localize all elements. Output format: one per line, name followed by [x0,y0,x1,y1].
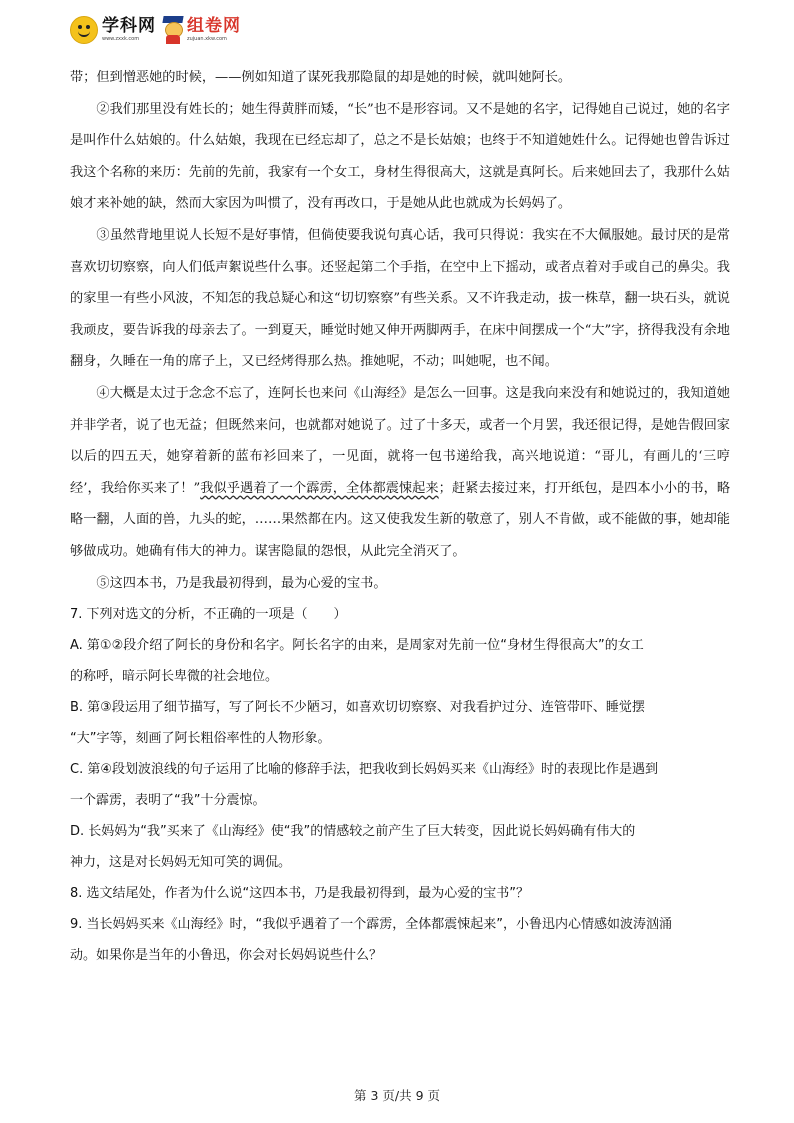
question-7-option-d-line1: D. 长妈妈为“我”买来了《山海经》使“我”的情感较之前产生了巨大转变，因此说长妈妈确有伟大的 [70,824,636,840]
logo1-text: 学科网 [102,16,156,36]
question-7-option-b-line1: B. 第③段运用了细节描写，写了阿长不少陋习，如喜欢切切察察、对我看护过分、连管带吓、睡觉摆 [70,700,645,716]
question-8: 8. 选文结尾处，作者为什么说“这四本书，乃是我最初得到，最为心爱的宝书”？ [70,886,530,902]
passage-line-0: 带；但到憎恶她的时候，——例如知道了谋死我那隐鼠的却是她的时候，就叫她阿长。 [70,70,572,85]
wavy-underlined-sentence: 我似乎遇着了一个霹雳，全体都震悚起来 [200,480,439,496]
page-number: 第 3 页/共 9 页 [353,1088,440,1103]
p4-text-before: ④大概是太过于念念不忘了，连阿长也来问《山海经》是怎么一回事。这是我向来没有和她说过的，我知道她并非学者，说了也无益；但既然来问，也就都对她说了。过了十多天，或者一个月罢，我还很记得，是她告假回家以后的四五天，她穿着新的蓝布衫回来了，一见面，就将一包书递给我，高兴地说道：“哥儿，有画儿的‘三哼经’，我给你买来了！” [70,385,730,496]
passage-paragraph-4 [70,378,730,568]
zujuanwang-logo [162,16,241,44]
passage-paragraph-5: ⑤这四本书，乃是我最初得到，最为心爱的宝书。 [96,575,387,591]
header-logos [70,12,241,48]
xuekewang-logo [70,16,156,44]
smiley-icon [70,16,98,44]
logo1-url: www.zxxk.com [102,36,140,42]
question-7-option-c-line1: C. 第④段划波浪线的句子运用了比喻的修辞手法，把我收到长妈妈买来《山海经》时的表现比作是遇到 [70,762,658,778]
mascot-icon [162,16,184,44]
passage-paragraph-2: ②我们那里没有姓长的；她生得黄胖而矮，“长”也不是形容词。又不是她的名字，记得她自己说过，她的名字是叫作什么姑娘的。什么姑娘，我现在已经忘却了，总之不是长姑娘；也终于不知道她姓什么。记得她也曾告诉过我这个名称的来历：先前的先前，我家有一个女工，身材生得很高大，这就是真阿长。后来她回去了，我那什么姑娘才来补她的缺，然而大家因为叫惯了，没有再改口，于是她从此也就成为长妈妈了。 [70,101,730,212]
question-7-option-c-line2: 一个霹雳，表明了“我”十分震惊。 [70,793,266,809]
logo2-text: 组卷网 [187,16,241,36]
question-7-option-a-line2: 的称呼，暗示阿长卑微的社会地位。 [70,669,279,685]
page-content [70,62,730,971]
question-7-stem: 7. 下列对选文的分析，不正确的一项是（ ） [70,607,347,623]
logo2-url: zujuan.xkw.com [187,36,227,42]
question-9-line1: 9. 当长妈妈买来《山海经》时，“我似乎遇着了一个霹雳，全体都震悚起来”，小鲁迅内心情感如波涛汹涌 [70,917,673,933]
p4-text-after: ；赶紧去接过来，打开纸包，是四本小小的书，略略一翻，人面的兽，九头的蛇，……果然都在内。这又使我发生新的敬意了，别人不肯做，或不能做的事，她却能够做成功。她确有伟大的神力。谋害隐鼠的怨恨，从此完全消灭了。 [70,480,731,559]
question-7-option-d-line2: 神力，这是对长妈妈无知可笑的调侃。 [70,855,292,871]
question-7-option-a-line1: A. 第①②段介绍了阿长的身份和名字。阿长名字的由来，是周家对先前一位“身材生得很高大”的女工 [70,638,644,654]
question-7-option-b-line2: “大”字等，刻画了阿长粗俗率性的人物形象。 [70,731,331,747]
question-9-line2: 动。如果你是当年的小鲁迅，你会对长妈妈说些什么？ [70,948,383,964]
passage-paragraph-3: ③虽然背地里说人长短不是好事情，但倘使要我说句真心话，我可只得说：我实在不大佩服她。最讨厌的是常喜欢切切察察，向人们低声絮说些什么事。还竖起第二个手指，在空中上下摇动，或者点着对手或自己的鼻尖。我的家里一有些小风波，不知怎的我总疑心和这“切切察察”有些关系。又不许我走动，拔一株草，翻一块石头，就说我顽皮，要告诉我的母亲去了。一到夏天，睡觉时她又伸开两脚两手，在床中间摆成一个“大”字，挤得我没有余地翻身，久睡在一角的席子上，又已经烤得那么热。推她呢，不动；叫她呢，也不闻。 [70,227,730,370]
